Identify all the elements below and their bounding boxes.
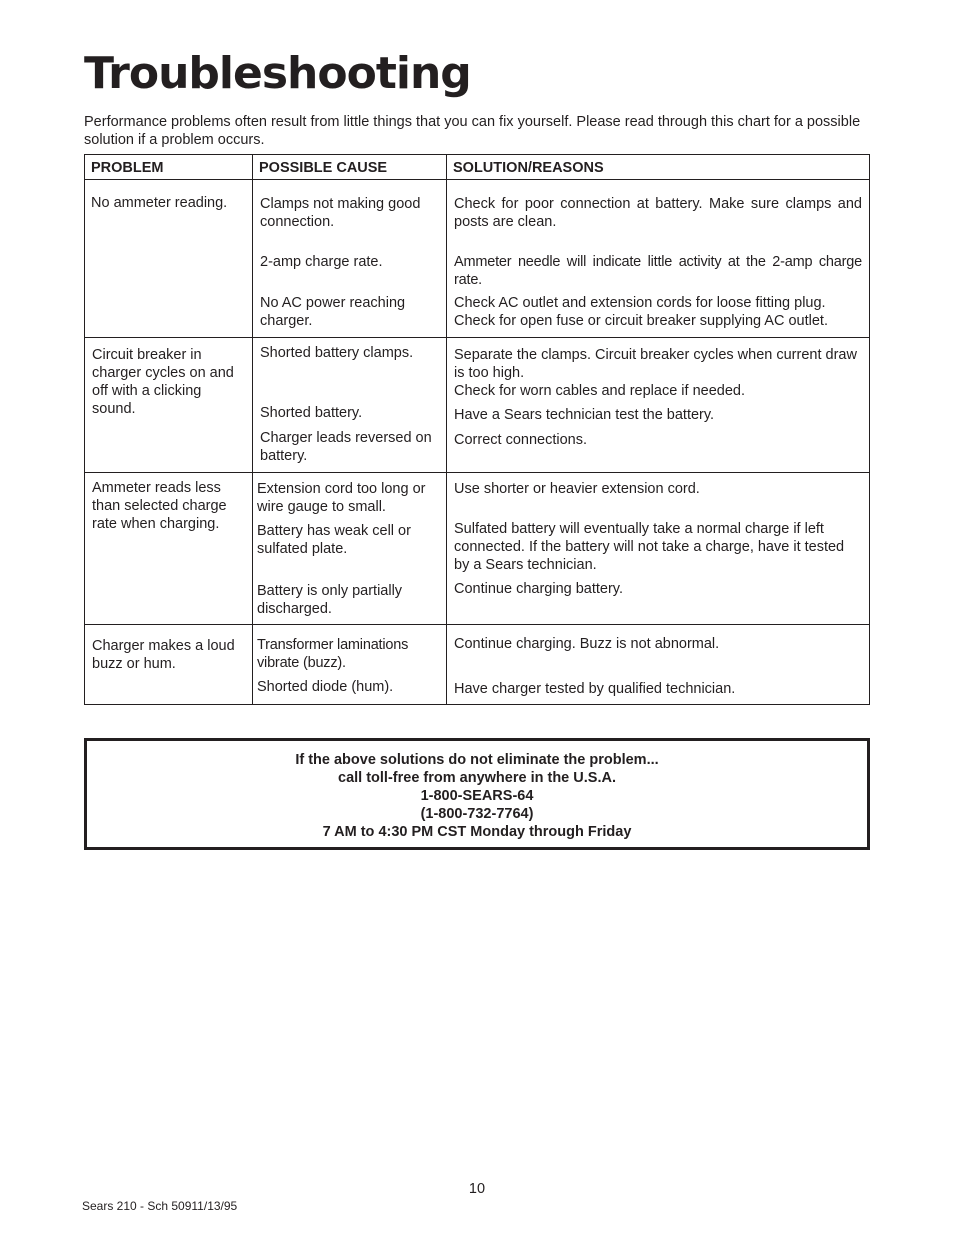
header-problem: PROBLEM <box>85 155 253 180</box>
solution-cell <box>447 338 870 473</box>
solution-text: Sulfated battery will eventually take a normal charge if left connected. If the battery will not take a charge, have it tested by a Sears technician. <box>454 521 845 573</box>
problem-text: Circuit breaker in charger cycles on and off with a clicking sound. <box>92 347 234 417</box>
solution-text: Continue charging battery. <box>454 581 624 597</box>
header-possible-cause: POSSIBLE CAUSE <box>253 155 447 180</box>
intro-paragraph: Performance problems often result from little things that you can fix yourself. Please read through this chart for a possible solution if a problem occurs. <box>84 114 861 148</box>
contact-notice-box <box>84 738 870 850</box>
cause-text: Shorted diode (hum). <box>257 679 394 695</box>
cause-cell <box>253 180 447 338</box>
cause-text: Shorted battery clamps. <box>260 345 414 361</box>
solution-text: Check AC outlet and extension cords for loose fitting plug. Check for open fuse or circuit breaker supplying AC outlet. <box>454 295 828 329</box>
footer-doc-id: Sears 210 - Sch 50911/13/95 <box>82 1199 238 1213</box>
cause-text: Transformer laminations vibrate (buzz). <box>257 637 409 671</box>
solution-cell <box>447 625 870 705</box>
notice-line: If the above solutions do not eliminate the problem... <box>295 752 659 768</box>
header-solution: SOLUTION/REASONS <box>447 155 870 180</box>
cause-cell <box>253 338 447 473</box>
solution-cell <box>447 180 870 338</box>
problem-cell <box>85 338 253 473</box>
table-row <box>85 473 870 625</box>
solution-text: Separate the clamps. Circuit breaker cycles when current draw is too high. <box>454 347 857 381</box>
notice-phone-number: (1-800-732-7764) <box>420 806 534 822</box>
cause-text: No AC power reaching charger. <box>260 295 406 329</box>
solution-text: Ammeter needle will indicate little activity at the 2-amp charge rate. <box>454 254 862 288</box>
solution-text: Continue charging. Buzz is not abnormal. <box>454 636 720 652</box>
solution-text: Have charger tested by qualified technician. <box>454 681 736 697</box>
cause-text: Clamps not making good connection. <box>260 196 421 230</box>
problem-text: Charger makes a loud buzz or hum. <box>92 638 235 672</box>
cause-text: 2-amp charge rate. <box>260 254 383 270</box>
solution-cell <box>447 473 870 625</box>
cause-cell <box>253 473 447 625</box>
problem-cell <box>85 473 253 625</box>
problem-cell <box>85 180 253 338</box>
notice-line: call toll-free from anywhere in the U.S.A. <box>338 770 616 786</box>
problem-text: Ammeter reads less than selected charge rate when charging. <box>92 480 227 532</box>
solution-text: Check for worn cables and replace if needed. <box>454 383 745 399</box>
cause-cell <box>253 625 447 705</box>
table-header-row <box>85 155 870 180</box>
cause-text: Battery has weak cell or sulfated plate. <box>257 523 411 557</box>
solution-text: Check for poor connection at battery. Make sure clamps and posts are clean. <box>454 196 862 230</box>
troubleshooting-table <box>84 154 870 705</box>
notice-hours: 7 AM to 4:30 PM CST Monday through Friday <box>322 824 632 840</box>
solution-text: Have a Sears technician test the battery. <box>454 407 715 423</box>
solution-text: Use shorter or heavier extension cord. <box>454 481 700 497</box>
cause-text: Battery is only partially discharged. <box>257 583 403 617</box>
cause-text: Shorted battery. <box>260 405 363 421</box>
problem-cell <box>85 625 253 705</box>
cause-text: Charger leads reversed on battery. <box>260 430 432 464</box>
notice-phone-mnemonic: 1-800-SEARS-64 <box>420 788 534 804</box>
cause-text: Extension cord too long or wire gauge to small. <box>257 481 426 515</box>
solution-text: Correct connections. <box>454 432 587 448</box>
page-number: 10 <box>468 1181 486 1197</box>
table-row <box>85 180 870 338</box>
problem-text: No ammeter reading. <box>91 195 228 211</box>
page-title: Troubleshooting <box>84 48 471 99</box>
table-row <box>85 338 870 473</box>
table-row <box>85 625 870 705</box>
